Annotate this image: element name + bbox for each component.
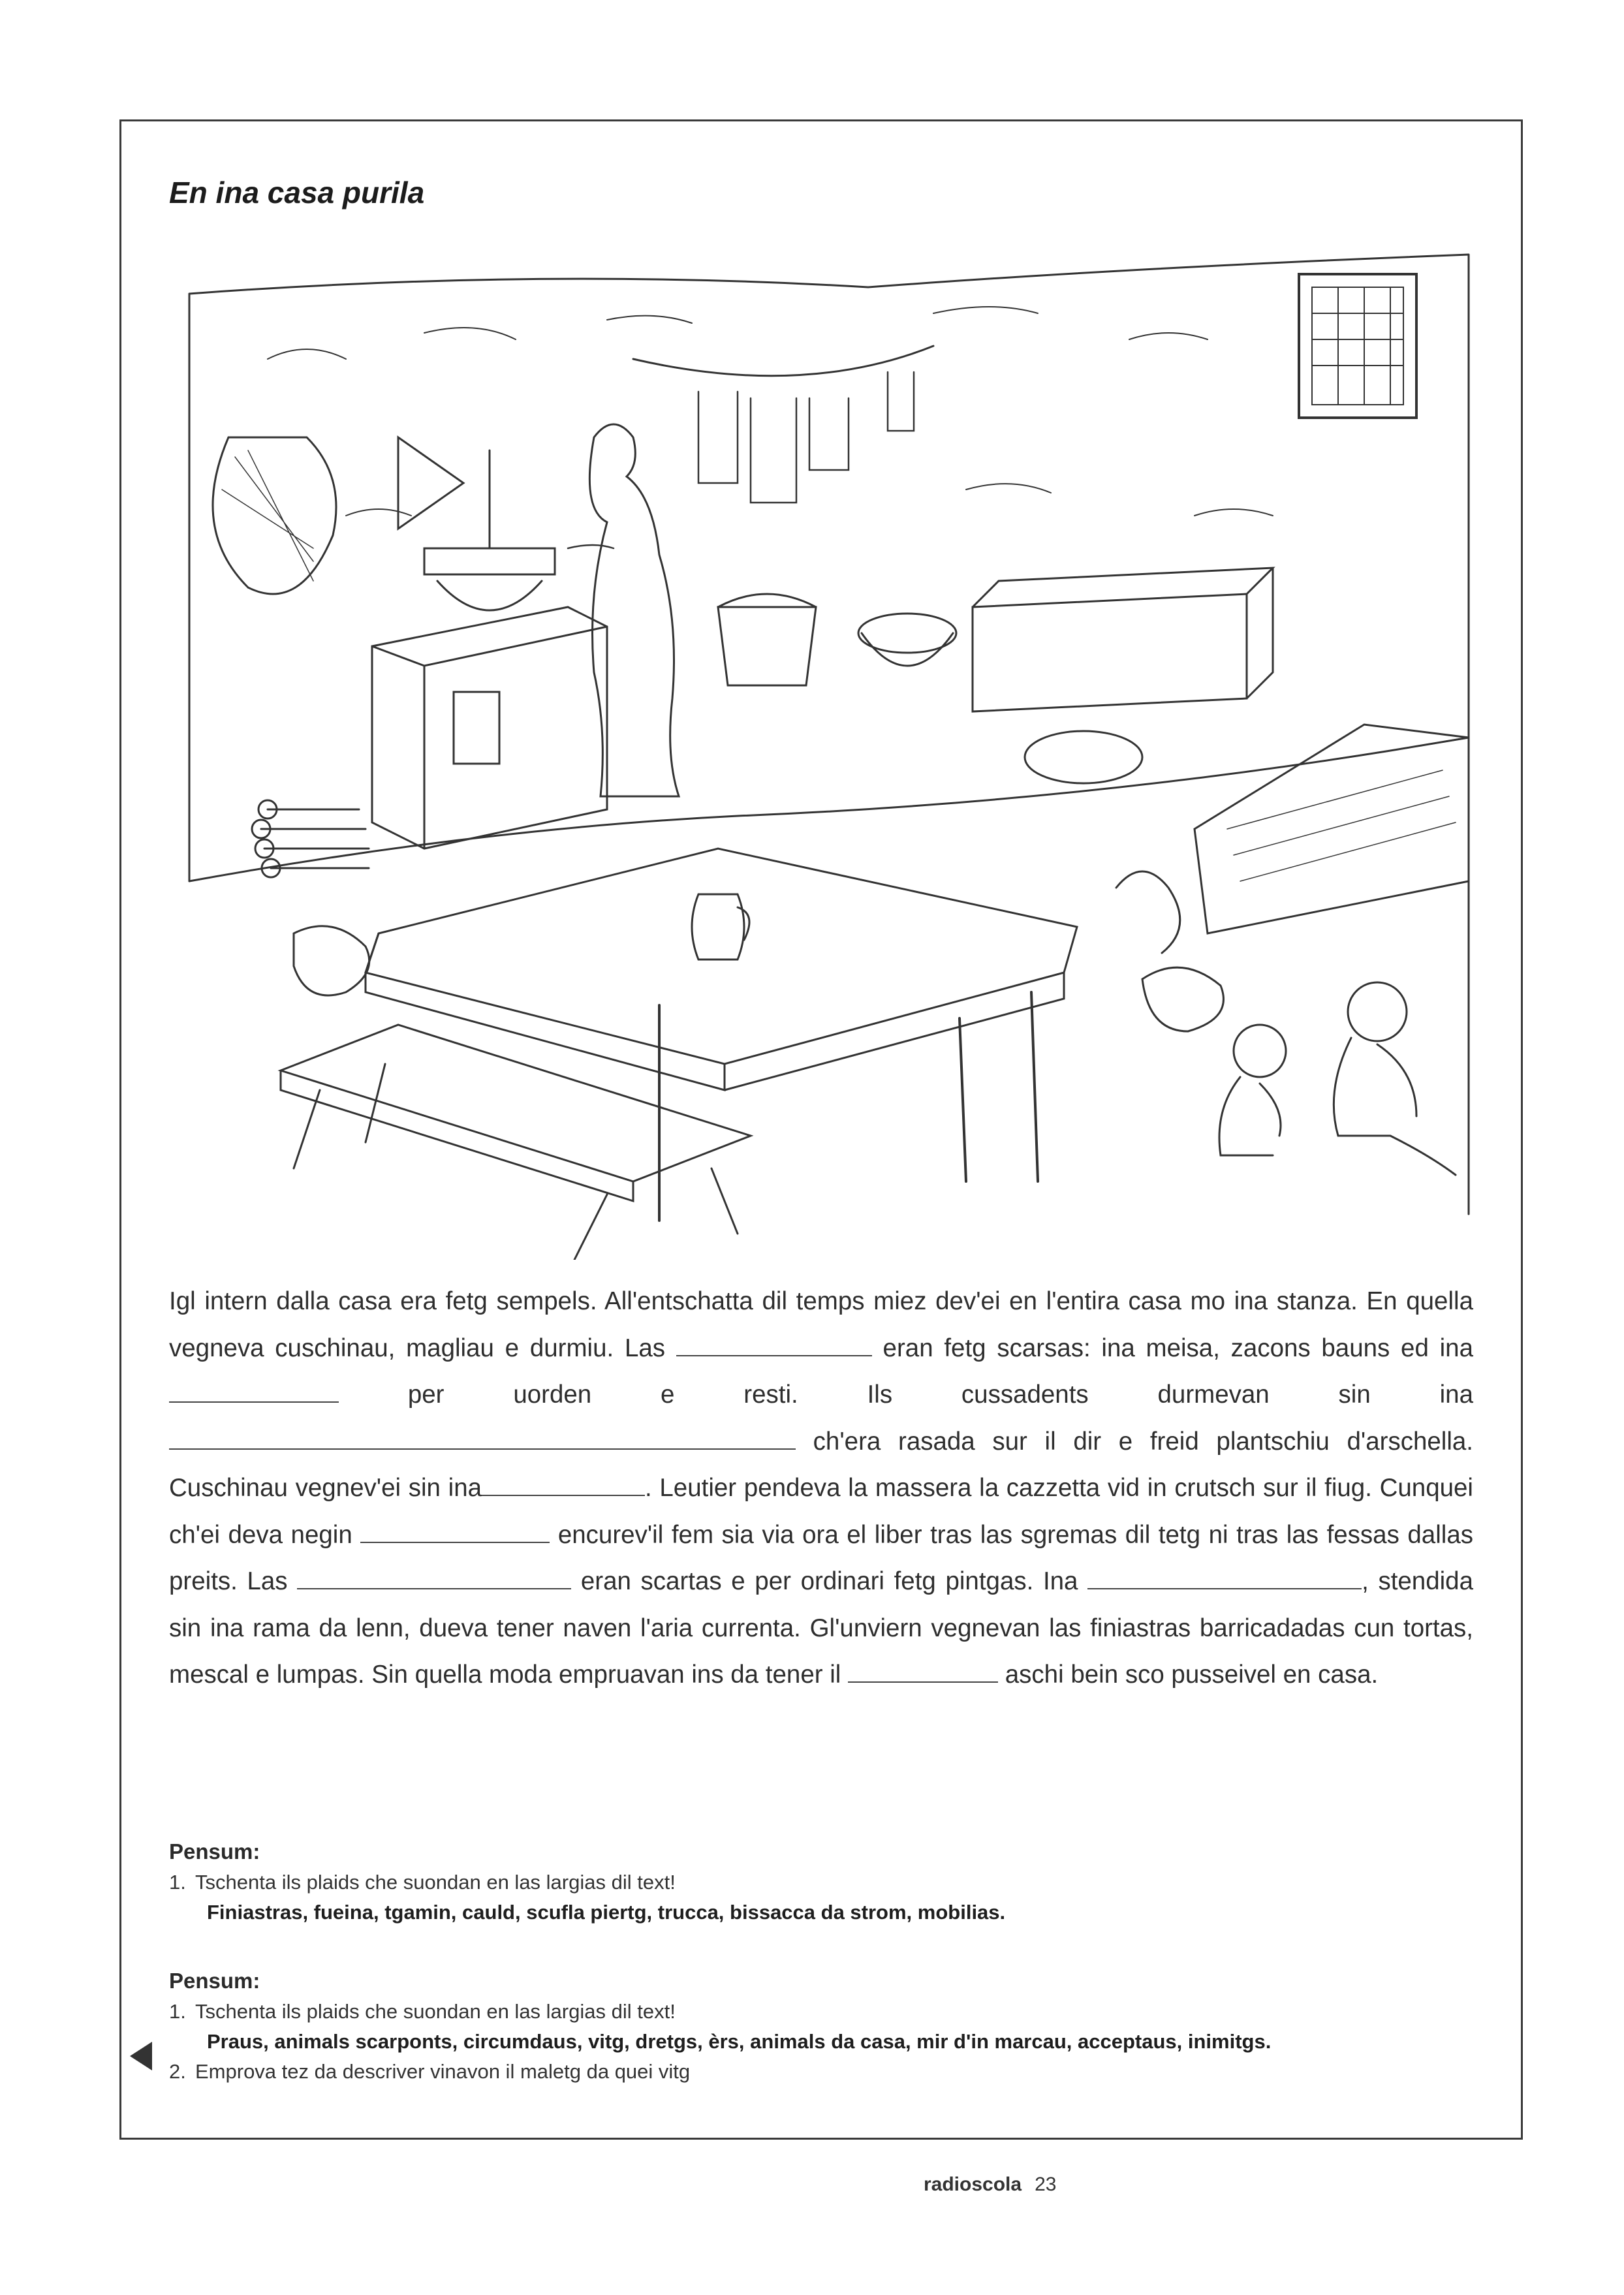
page-title: En ina casa purila <box>169 176 425 210</box>
text-part-2: eran fetg scarsas: ina meisa, zacons bauns ed ina <box>882 1334 1473 1362</box>
pensum-item <box>169 2060 1475 2084</box>
item-number: 1. <box>169 2000 186 2023</box>
blank-4[interactable] <box>482 1472 645 1496</box>
item-text: Tschenta ils plaids che suondan en las largias dil text! <box>195 2000 676 2023</box>
blank-1[interactable] <box>676 1332 872 1356</box>
text-part-4: ch'era rasada sur il dir e freid plantschiu d'arschella. Cuschinau vegnev'ei sin ina <box>169 1427 1473 1502</box>
blank-3[interactable] <box>169 1426 796 1450</box>
pensum-item <box>169 1871 1475 1894</box>
pensum-item <box>169 2000 1475 2023</box>
item-number: 2. <box>169 2060 186 2083</box>
pensum-heading: Pensum: <box>169 1969 260 1993</box>
blank-8[interactable] <box>848 1659 998 1683</box>
pensum-heading: Pensum: <box>169 1839 260 1864</box>
interior-illustration <box>150 242 1495 1260</box>
item-number: 1. <box>169 1871 186 1894</box>
blank-5[interactable] <box>360 1519 550 1543</box>
page-footer <box>924 2174 1056 2196</box>
blank-7[interactable] <box>1087 1565 1362 1589</box>
footer-brand: radioscola <box>924 2174 1022 2195</box>
pensum-section-1 <box>169 1839 1475 1924</box>
blank-2[interactable] <box>169 1379 339 1403</box>
word-list: Finiastras, fueina, tgamin, cauld, scufla piertg, trucca, bissacca da strom, mobilias. <box>207 1901 1006 1924</box>
item-text: Tschenta ils plaids che suondan en las largias dil text! <box>195 1871 676 1894</box>
word-list: Praus, animals scarponts, circumdaus, vitg, dretgs, èrs, animals da casa, mir d'in marcau, acceptaus, inimitgs. <box>207 2030 1272 2053</box>
page-number: 23 <box>1035 2174 1057 2195</box>
item-text: Emprova tez da descriver vinavon il maletg da quei vitg <box>195 2060 691 2083</box>
text-part-5: . Leutier pendeva la massera la cazzetta vid in crutsch sur il fiug. Cunquei ch'ei deva negin <box>169 1474 1473 1549</box>
text-part-1: Igl intern dalla casa era fetg sempels. All'entschatta dil temps miez dev'ei en l'entira casa mo ina stanza. En quella vegneva cuschinau, magliau e durmiu. Las <box>169 1287 1473 1362</box>
cloze-text <box>169 1278 1473 1698</box>
pointer-arrow-icon <box>130 2042 152 2070</box>
text-part-3: per uorden e resti. Ils cussadents durmevan sin ina <box>407 1381 1473 1409</box>
text-part-9: aschi bein sco pusseivel en casa. <box>1005 1661 1379 1689</box>
blank-6[interactable] <box>297 1565 571 1589</box>
text-part-7: eran scartas e per ordinari fetg pintgas. Ina <box>580 1567 1078 1595</box>
text-part-6: encurev'il fem sia via ora el liber tras las sgremas dil tetg ni tras las fessas dallas preits. Las <box>169 1520 1473 1595</box>
text-part-8: , stendida sin ina rama da lenn, dueva tener naven l'aria currenta. Gl'unviern vegnevan las finiastras barricadadas cun tortas, mescal e lumpas. Sin quella moda empruavan ins da tener il <box>169 1567 1473 1689</box>
pensum-section-2 <box>169 1969 1475 2084</box>
